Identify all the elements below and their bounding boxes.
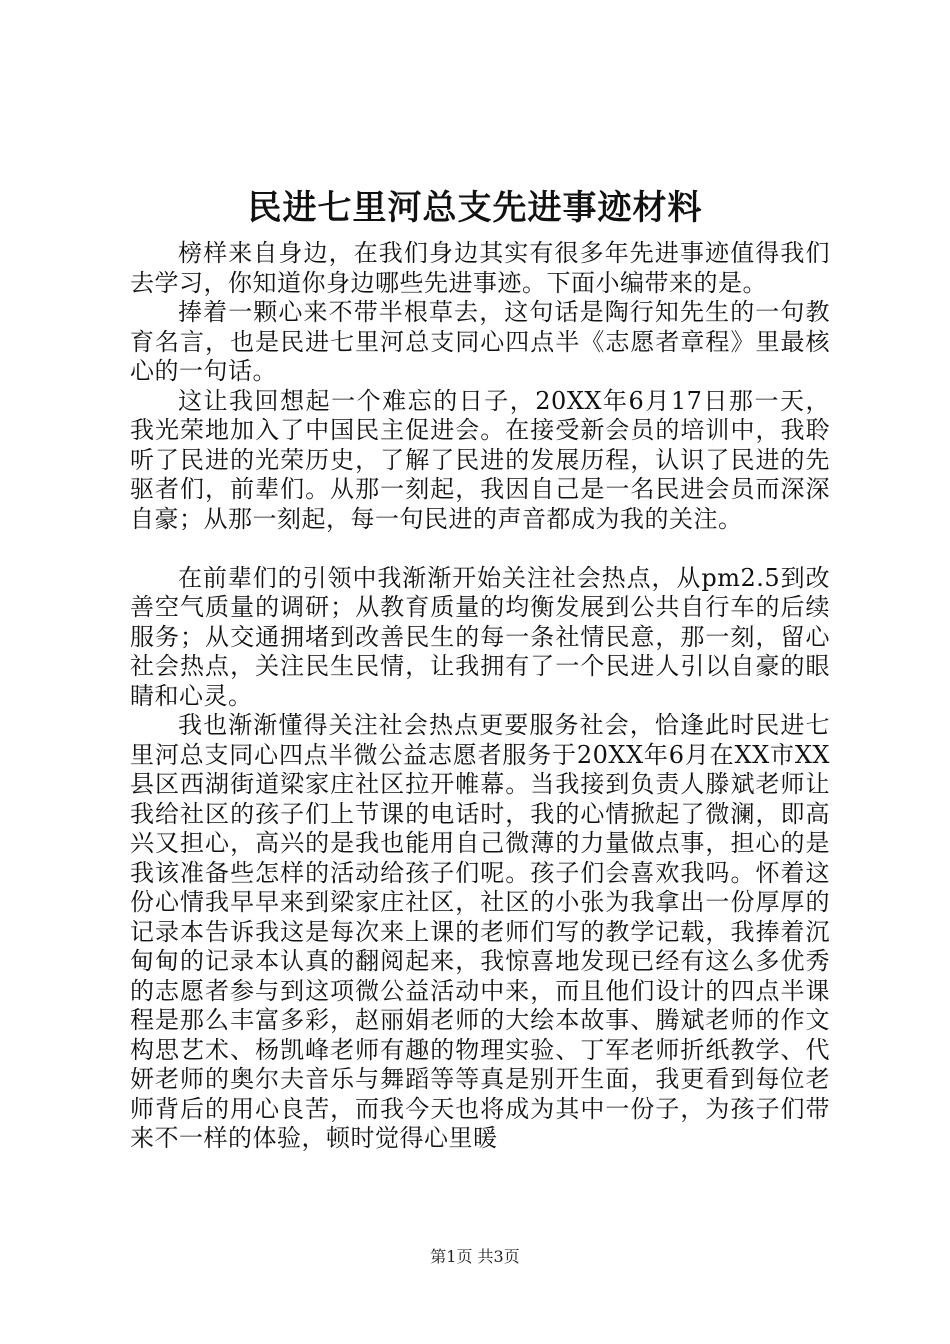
paragraph-intro: 榜样来自身边，在我们身边其实有很多年先进事迹值得我们去学习，你知道你身边哪些先进事迹。下面小编带来的是。 <box>130 239 830 297</box>
document-body <box>130 239 830 1154</box>
paragraph-joining: 这让我回想起一个难忘的日子，20XX年6月17日那一天，我光荣地加入了中国民主促进会。在接受新会员的培训中，我聆听了民进的光荣历史，了解了民进的发展历程，认识了民进的先驱者们，前辈们。从那一刻起，我因自己是一名民进会员而深深自豪；从那一刻起，每一句民进的声音都成为我的关注。 <box>130 386 830 533</box>
paragraph-volunteer-service: 我也渐渐懂得关注社会热点更要服务社会，恰逢此时民进七里河总支同心四点半微公益志愿者服务于20XX年6月在XX市XX县区西湖街道梁家庄社区拉开帷幕。当我接到负责人滕斌老师让我给社区的孩子们上节课的电话时，我的心情掀起了微澜，即高兴又担心，高兴的是我也能用自己微薄的力量做点事，担心的是我该准备些怎样的活动给孩子们呢。孩子们会喜欢我吗。怀着这份心情我早早来到梁家庄社区，社区的小张为我拿出一份厚厚的记录本告诉我这是每次来上课的老师们写的教学记载，我捧着沉甸甸的记录本认真的翻阅起来，我惊喜地发现已经有这么多优秀的志愿者参与到这项微公益活动中来，而且他们设计的四点半课程是那么丰富多彩，赵丽娟老师的大绘本故事、腾斌老师的作文构思艺术、杨凯峰老师有趣的物理实验、丁军老师折纸教学、代妍老师的奥尔夫音乐与舞蹈等等真是别开生面，我更看到每位老师背后的用心良苦，而我今天也将成为其中一份子，为孩子们带来不一样的体验，顿时觉得心里暖 <box>130 711 830 1152</box>
paragraph-motto: 捧着一颗心来不带半根草去，这句话是陶行知先生的一句教育名言，也是民进七里河总支同心四点半《志愿者章程》里最核心的一句话。 <box>130 298 830 385</box>
paragraph-social-focus: 在前辈们的引领中我渐渐开始关注社会热点，从pm2.5到改善空气质量的调研；从教育质量的均衡发展到公共自行车的后续服务；从交通拥堵到改善民生的每一条社情民意，那一刻，留心社会热点，关注民生民情，让我拥有了一个民进人引以自豪的眼睛和心灵。 <box>130 563 830 710</box>
page-footer: 第1页 共3页 <box>430 1247 520 1266</box>
document-title: 民进七里河总支先进事迹材料 <box>247 188 703 228</box>
paragraph-spacer <box>130 534 830 564</box>
